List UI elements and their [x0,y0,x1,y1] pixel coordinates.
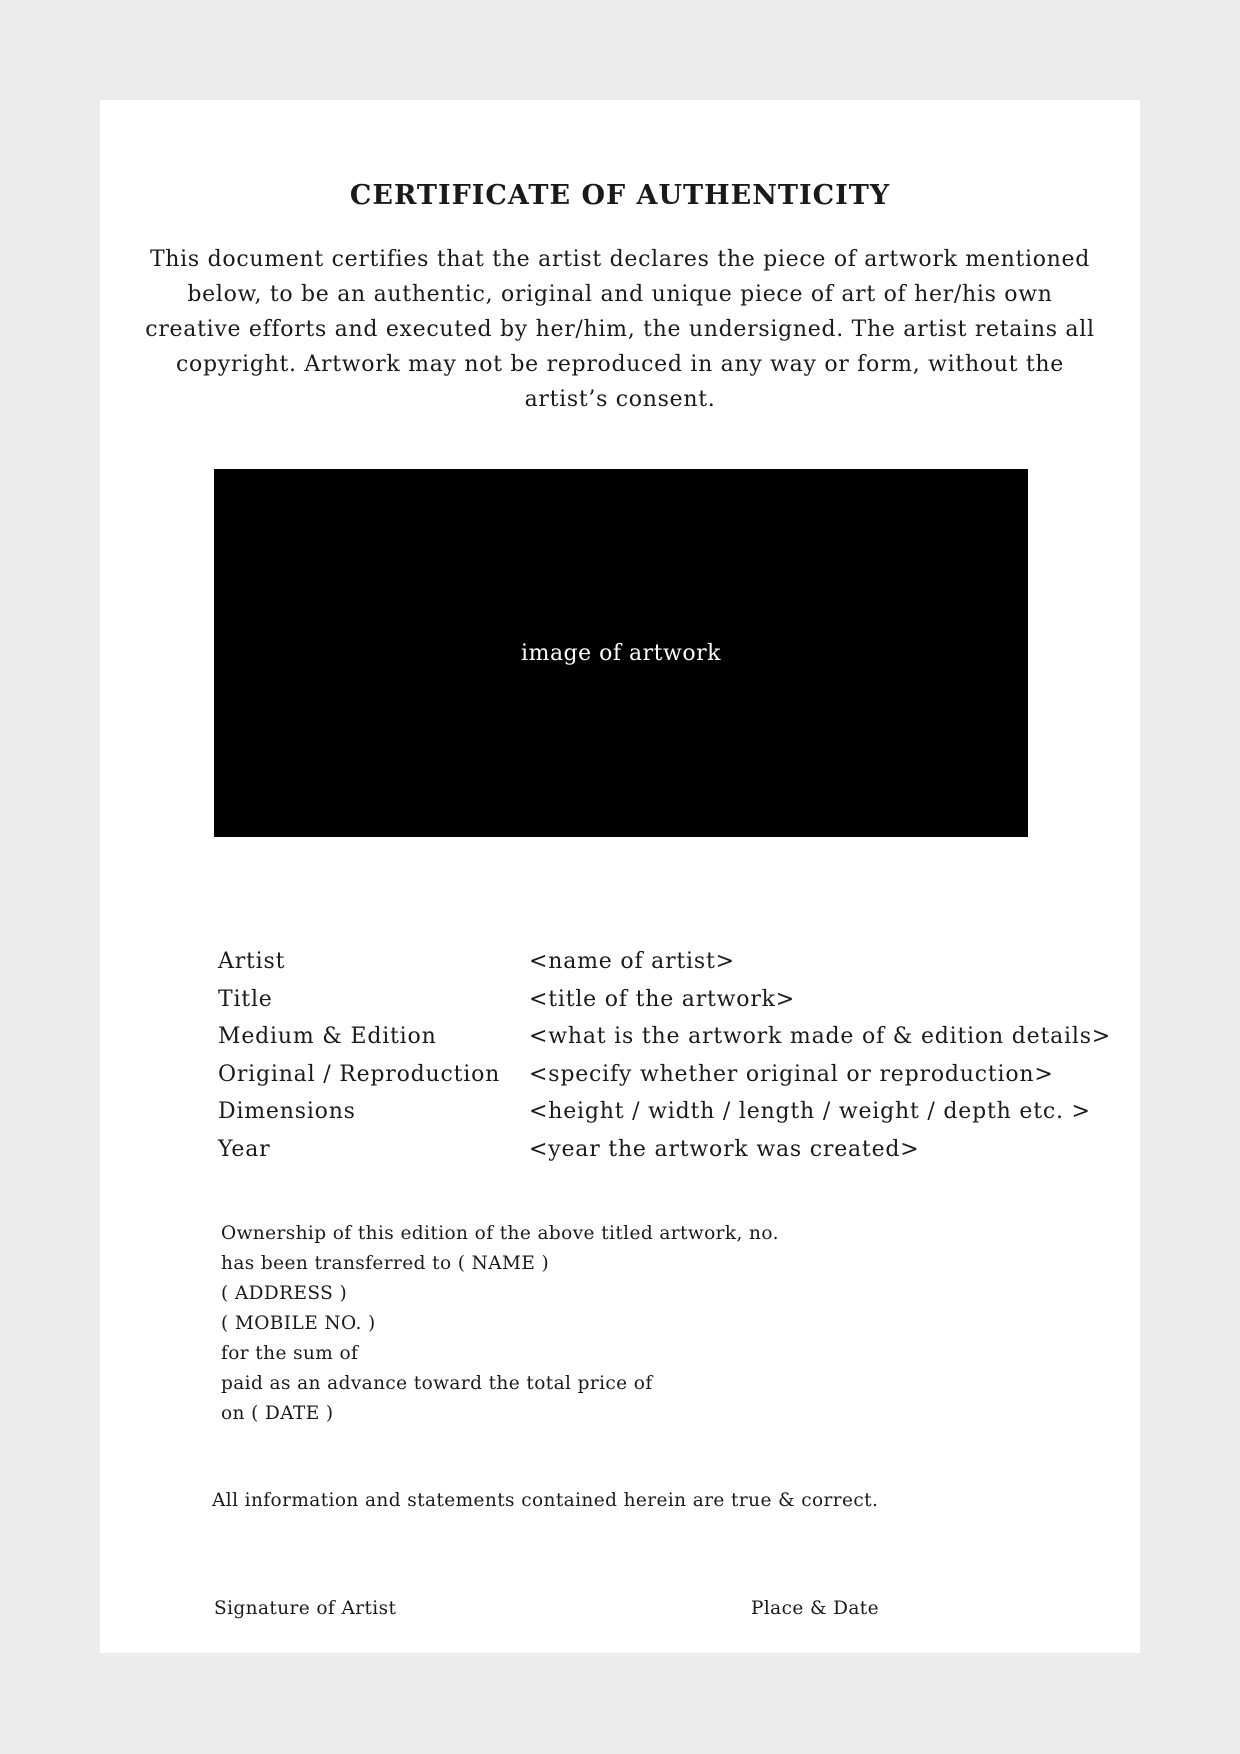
detail-value: <title of the artwork> [529,986,796,1012]
detail-label: Year [218,1136,271,1162]
ownership-line-advance: paid as an advance toward the total price of [221,1373,653,1394]
detail-row-artist [218,943,1098,981]
truth-statement: All information and statements contained herein are true & correct. [212,1490,879,1511]
ownership-line-date: on ( DATE ) [221,1403,334,1424]
signature-of-artist-label: Signature of Artist [214,1598,397,1619]
ownership-line-name: has been transferred to ( NAME ) [221,1253,550,1274]
certificate-title: CERTIFICATE OF AUTHENTICITY [349,180,891,211]
ownership-transfer [221,1219,1021,1429]
detail-label: Title [218,986,273,1012]
detail-row-year [218,1131,1098,1169]
detail-value: <what is the artwork made of & edition details> [529,1024,1112,1049]
place-and-date-label: Place & Date [751,1598,879,1619]
certificate-intro: This document certifies that the artist declares the piece of artwork mentioned below, to be an authentic, original and unique piece of art of her/his own creative efforts and executed by her/him, the undersigned. The artist retains all copyright. Artwork may not be reproduced in any way or form, without the artist’s consent. [145,247,1095,412]
detail-label: Artist [218,949,286,974]
ownership-line-edition: Ownership of this edition of the above titled artwork, no. [221,1223,779,1244]
detail-value: <year the artwork was created> [529,1136,920,1162]
detail-value: <specify whether original or reproduction> [529,1061,1054,1087]
detail-row-medium-edition [218,1018,1112,1056]
ownership-line-sum: for the sum of [221,1343,359,1364]
detail-label: Original / Reproduction [218,1061,501,1087]
ownership-line-mobile: ( MOBILE NO. ) [221,1313,376,1334]
detail-row-dimensions [218,1093,1098,1131]
detail-row-original-reproduction [218,1056,1098,1094]
detail-value: <height / width / length / weight / depth etc. > [529,1099,1091,1124]
ownership-line-address: ( ADDRESS ) [221,1283,348,1304]
artwork-placeholder-label: image of artwork [521,640,721,666]
detail-value: <name of artist> [529,949,735,974]
detail-label: Dimensions [218,1099,356,1124]
certificate-page [100,100,1140,1653]
artwork-image-placeholder [214,469,1028,837]
artwork-details [218,943,1112,1168]
detail-row-title [218,981,1098,1019]
detail-label: Medium & Edition [218,1024,437,1049]
